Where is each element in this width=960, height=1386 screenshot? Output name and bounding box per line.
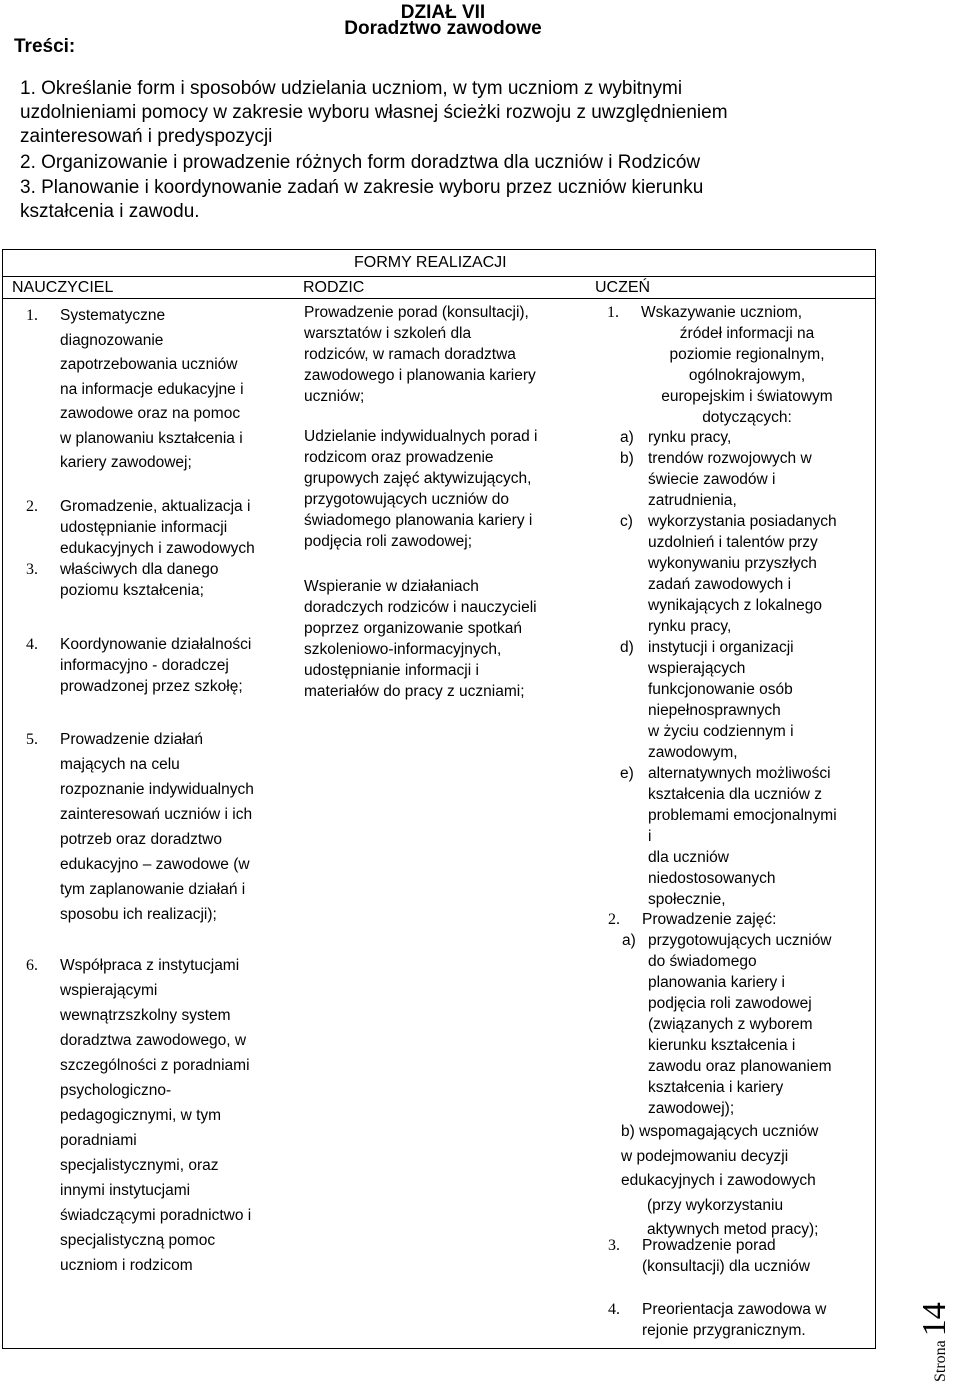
student-line: b) wspomagających uczniów	[621, 1123, 819, 1140]
student-line: ogólnokrajowym,	[688, 367, 806, 384]
student-line: Wskazywanie uczniom,	[641, 304, 803, 321]
teacher-line: świadczącymi poradnictwo i	[60, 1207, 252, 1224]
topic-line: kształcenia i zawodu.	[20, 201, 200, 222]
teacher-item-2	[26, 496, 298, 559]
student-line: kształcenia i kariery	[648, 1079, 784, 1096]
student-line: Preorientacja zawodowa w	[642, 1301, 827, 1318]
student-line: problemami emocjonalnymi	[648, 807, 837, 824]
student-line: rynku pracy,	[648, 429, 732, 446]
student-line: zatrudnienia,	[648, 492, 737, 509]
student-line: europejskim i światowym	[661, 388, 833, 405]
item-number: 4.	[608, 1301, 620, 1318]
topic-line: 1. Określanie form i sposobów udzielania uczniom, w tym uczniom z wybitnymi	[20, 78, 683, 99]
student-line: dla uczniów	[648, 849, 729, 866]
teacher-line: wspierającymi	[60, 982, 158, 999]
teacher-line: tym zaplanowanie działań i	[60, 881, 246, 898]
column-header-rodzic: RODZIC	[303, 279, 365, 296]
tresci-label: Treści:	[14, 36, 76, 57]
section-subtitle: Doradztwo zawodowe	[344, 18, 542, 39]
student-line: wykonywaniu przyszłych	[648, 555, 817, 572]
topic-line: 3. Planowanie i koordynowanie zadań w zakresie wyboru przez uczniów kierunku	[20, 177, 704, 198]
student-line: dotyczących:	[702, 409, 792, 426]
student-line: uzdolnień i talentów przy	[648, 534, 818, 551]
student-line: wspierających	[648, 660, 746, 677]
teacher-line: edukacyjno – zawodowe (w	[60, 856, 250, 873]
student-sub-b	[620, 448, 873, 511]
student-line: kształcenia dla uczniów z	[648, 786, 823, 803]
teacher-line: pedagogicznymi, w tym	[60, 1107, 222, 1124]
teacher-item-6	[26, 953, 298, 1278]
teacher-line: doradztwa zawodowego, w	[60, 1032, 247, 1049]
teacher-line: zapotrzebowania uczniów	[60, 356, 238, 373]
student-sub-a	[620, 427, 873, 448]
teacher-line: Koordynowanie działalności	[60, 636, 252, 653]
student-line: wykorzystania posiadanych	[648, 513, 837, 530]
parent-line: podjęcia roli zawodowej;	[304, 533, 473, 550]
student-line: (związanych z wyborem	[648, 1016, 813, 1033]
teacher-line: edukacyjnych i zawodowych	[60, 540, 255, 557]
student-line: w podejmowaniu decyzji	[621, 1147, 789, 1165]
teacher-line: udostępnianie informacji	[60, 519, 228, 536]
student-sub-c	[620, 511, 873, 637]
parent-line: warsztatów i szkoleń dla	[304, 325, 472, 342]
item-number: 1.	[607, 304, 619, 321]
parent-line: Wspieranie w działaniach	[304, 578, 479, 595]
student-line: źródeł informacji na	[679, 325, 815, 342]
item-number: 3.	[608, 1237, 620, 1254]
sub-marker: a)	[620, 429, 634, 446]
sub-marker: b)	[620, 450, 634, 467]
teacher-line: kariery zawodowej;	[60, 454, 192, 471]
student-sub-e	[620, 763, 873, 910]
item-number: 2.	[26, 498, 38, 515]
student-sublist	[620, 427, 873, 910]
topic-2	[20, 151, 860, 175]
teacher-line: Prowadzenie działań	[60, 731, 204, 748]
topic-line: uzdolnieniami pomocy w zakresie wyboru własnej ścieżki rozwoju z uwzględnieniem	[20, 102, 728, 123]
parent-line: materiałów do pracy z uczniami;	[304, 683, 525, 700]
sub-marker: e)	[620, 765, 634, 782]
page-number	[916, 1262, 960, 1382]
teacher-item-4	[26, 634, 298, 697]
item-number: 3.	[26, 561, 38, 578]
teacher-line: zawodowe oraz na pomoc	[60, 405, 241, 422]
student-line: w życiu codziennym i	[648, 723, 794, 740]
item-number: 4.	[26, 636, 38, 653]
teacher-line: potrzeb oraz doradztwo	[60, 831, 222, 848]
parent-line: zawodowego i planowania kariery	[304, 367, 536, 384]
teacher-line: sposobu ich realizacji);	[60, 906, 217, 923]
table-divider	[2, 276, 876, 277]
teacher-line: Systematyczne	[60, 307, 166, 324]
page-label: Strona	[932, 1340, 949, 1382]
table-divider	[2, 298, 876, 299]
student-line: poziomie regionalnym,	[669, 346, 825, 363]
teacher-line: poziomu kształcenia;	[60, 582, 204, 599]
student-line: rynku pracy,	[648, 618, 732, 635]
teacher-line: szczególności z poradniami	[60, 1057, 250, 1074]
teacher-line: w planowaniu kształcenia i	[60, 429, 243, 447]
student-line: świecie zawodów i	[648, 471, 776, 488]
teacher-line: specjalistyczną pomoc	[60, 1232, 216, 1249]
item-number: 1.	[26, 307, 38, 324]
student-line: rejonie przygranicznym.	[642, 1322, 806, 1339]
student-line: niepełnosprawnych	[648, 702, 781, 719]
parent-line: rodziców, w ramach doradztwa	[304, 346, 516, 363]
student-line: niedostosowanych	[648, 870, 776, 887]
student-line: Prowadzenie zajęć:	[642, 911, 777, 928]
teacher-line: poradniami	[60, 1132, 137, 1149]
student-line: planowania kariery i	[648, 974, 785, 991]
student-item-3	[608, 1235, 873, 1277]
parent-line: poprzez organizowanie spotkań	[304, 620, 522, 637]
teacher-line: wewnątrzszkolny system	[60, 1007, 231, 1024]
teacher-line: prowadzonej przez szkołę;	[60, 678, 243, 695]
parent-line: świadomego planowania kariery i	[304, 512, 533, 529]
student-line: Prowadzenie porad	[642, 1237, 776, 1254]
teacher-line: diagnozowanie	[60, 331, 164, 349]
table-title: FORMY REALIZACJI	[354, 254, 507, 271]
student-line: zawodowej);	[648, 1100, 735, 1117]
parent-item-1	[304, 302, 589, 407]
student-line: trendów rozwojowych w	[648, 450, 812, 467]
student-item-1	[607, 302, 873, 428]
teacher-item-1	[26, 304, 298, 476]
teacher-line: informacyjno - doradczej	[60, 657, 229, 674]
student-line: zawodowym,	[648, 744, 738, 761]
student-line: edukacyjnych i zawodowych	[621, 1172, 816, 1189]
sub-marker: c)	[620, 513, 633, 530]
student-item-4	[608, 1299, 873, 1341]
student-item-2	[608, 909, 873, 1119]
parent-line: uczniów;	[304, 388, 365, 405]
parent-line: rodzicom oraz prowadzenie	[304, 449, 494, 466]
teacher-line: Współpraca z instytucjami	[60, 957, 240, 974]
student-line: i	[648, 828, 652, 845]
item-number: 5.	[26, 731, 38, 748]
item-number: 2.	[608, 911, 620, 928]
teacher-line: uczniom i rodzicom	[60, 1257, 193, 1274]
student-line: zadań zawodowych i	[648, 576, 792, 593]
student-line: zawodu oraz planowaniem	[648, 1058, 832, 1075]
student-item-2b	[621, 1120, 873, 1243]
student-line: funkcjonowanie osób	[648, 681, 793, 698]
student-line: instytucji i organizacji	[648, 639, 794, 656]
parent-line: grupowych zajęć aktywizujących,	[304, 470, 532, 487]
teacher-line: Gromadzenie, aktualizacja i	[60, 498, 251, 515]
parent-line: Prowadzenie porad (konsultacji),	[304, 304, 529, 321]
topic-line: zainteresowań i predyspozycji	[20, 126, 273, 147]
student-line: alternatywnych możliwości	[648, 765, 831, 782]
column-header-uczen: UCZEŃ	[595, 279, 651, 296]
teacher-line: rozpoznanie indywidualnych	[60, 781, 254, 798]
student-sub-d	[620, 637, 873, 763]
teacher-line: właściwych dla danego	[60, 561, 219, 578]
column-header-nauczyciel: NAUCZYCIEL	[12, 279, 114, 296]
teacher-line: zainteresowań uczniów i ich	[60, 806, 253, 823]
section-title: DZIAŁ VII	[400, 2, 486, 23]
teacher-line: specjalistycznymi, oraz	[60, 1157, 219, 1174]
student-line: kierunku kształcenia i	[648, 1037, 796, 1054]
parent-line: Udzielanie indywidualnych porad i	[304, 428, 538, 445]
sub-marker: d)	[620, 639, 634, 656]
page-number-value: 14	[916, 1302, 953, 1337]
item-number: 6.	[26, 957, 38, 974]
sub-marker: a)	[622, 932, 636, 949]
teacher-line: mających na celu	[60, 756, 180, 773]
topic-3	[20, 176, 860, 224]
teacher-line: innymi instytucjami	[60, 1182, 191, 1199]
student-line: aktywnych metod pracy);	[647, 1221, 819, 1238]
student-line: podjęcia roli zawodowej	[648, 995, 812, 1012]
parent-line: przygotowujących uczniów do	[304, 491, 510, 508]
topic-line: 2. Organizowanie i prowadzenie różnych form doradztwa dla uczniów i Rodziców	[20, 152, 701, 173]
parent-line: szkoleniowo-informacyjnych,	[304, 641, 502, 658]
parent-item-3	[304, 576, 589, 702]
topic-1	[20, 77, 860, 149]
student-line: (przy wykorzystaniu	[647, 1196, 784, 1214]
student-line: przygotowujących uczniów	[648, 932, 832, 949]
student-line: społecznie,	[648, 891, 726, 908]
parent-line: udostępnianie informacji i	[304, 662, 479, 679]
student-line: do świadomego	[648, 953, 757, 970]
student-line: wynikających z lokalnego	[648, 597, 823, 614]
teacher-line: psychologiczno-	[60, 1082, 172, 1099]
teacher-item-5	[26, 727, 298, 927]
teacher-item-3	[26, 559, 298, 601]
teacher-line: na informacje edukacyjne i	[60, 380, 244, 398]
student-line: (konsultacji) dla uczniów	[642, 1258, 810, 1275]
parent-item-2	[304, 426, 589, 552]
parent-line: doradczych rodziców i nauczycieli	[304, 599, 537, 616]
